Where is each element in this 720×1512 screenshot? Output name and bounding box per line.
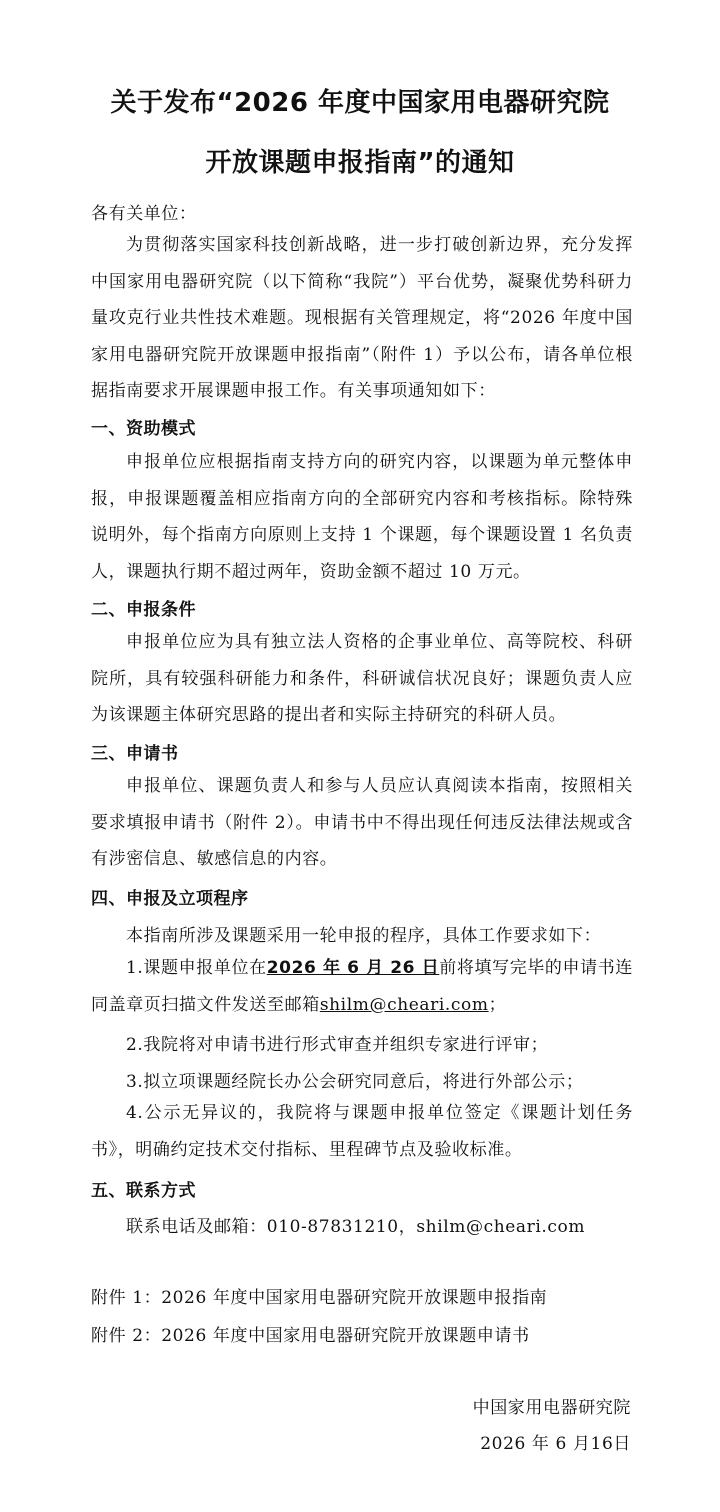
section-2-body: 申报单位应为具有独立法人资格的企事业单位、高等院校、科研院所，具有较强科研能力和条件，科研诚信状况良好；课题负责人应为该课题主体研究思路的提出者和实际主持研究的科研人员。 xyxy=(91,632,633,725)
procedure-item-3: 3.拟立项课题经院长办公会研究同意后，将进行外部公示； xyxy=(126,1072,584,1092)
signature-organization: 中国家用电器研究院 xyxy=(472,1398,631,1418)
procedure-item-2: 2.我院将对申请书进行形式审查并组织专家进行评审； xyxy=(126,1035,549,1055)
submission-email-link[interactable]: shilm@cheari.com xyxy=(319,994,489,1015)
section-1-heading: 一、资助模式 xyxy=(91,419,196,439)
intro-paragraph: 为贯彻落实国家科技创新战略，进一步打破创新边界，充分发挥中国家用电器研究院（以下简称“我院”）平台优势，凝聚优势科研力量攻克行业共性技术难题。现根据有关管理规定，将“2026 年度中国家用电器研究院开放课题申报指南”（附件 1）予以公布，请各单位根据指南要求开展课题申报工作。有关事项通知如下： xyxy=(91,235,633,401)
section-2-heading: 二、申报条件 xyxy=(91,600,196,620)
section-5-heading: 五、联系方式 xyxy=(91,1181,196,1201)
item-1-middle: 前将填写完毕的申请书连同盖章页扫描文件发送至邮箱 xyxy=(91,958,633,1015)
section-4-intro: 本指南所涉及课题采用一轮申报的程序，具体工作要求如下： xyxy=(126,926,602,946)
deadline-date: 2026 年 6 月 26 日 xyxy=(266,958,440,978)
salutation: 各有关单位： xyxy=(91,204,197,224)
document-title-line-2: 开放课题申报指南”的通知 xyxy=(205,148,515,178)
section-3-body: 申报单位、课题负责人和参与人员应认真阅读本指南，按照相关要求填报申请书（附件 2）。申请书中不得出现任何违反法律法规或含有涉密信息、敏感信息的内容。 xyxy=(91,776,633,869)
section-3-heading: 三、申请书 xyxy=(91,744,179,764)
item-1-prefix: 1.课题申报单位在 xyxy=(126,958,267,978)
document-title-line-1: 关于发布“2026 年度中国家用电器研究院 xyxy=(110,88,610,118)
signature-date: 2026 年 6 月16日 xyxy=(480,1434,631,1454)
procedure-item-4: 4.公示无异议的，我院将与课题申报单位签定《课题计划任务书》，明确约定技术交付指标、里程碑节点及验收标准。 xyxy=(91,1103,633,1160)
item-1-end: ； xyxy=(488,994,507,1015)
attachment-1: 附件 1：2026 年度中国家用电器研究院开放课题申报指南 xyxy=(91,1288,548,1308)
procedure-item-1 xyxy=(91,950,633,1023)
section-1-body: 申报单位应根据指南支持方向的研究内容，以课题为单元整体申报，申报课题覆盖相应指南方向的全部研究内容和考核指标。除特殊说明外，每个指南方向原则上支持 1 个课题，每个课题设置 1 名负责人，课题执行期不超过两年，资助金额不超过 10 万元。 xyxy=(91,452,633,582)
attachment-2: 附件 2：2026 年度中国家用电器研究院开放课题申请书 xyxy=(91,1326,530,1346)
section-4-heading: 四、申报及立项程序 xyxy=(91,889,249,909)
contact-info: 联系电话及邮箱：010-87831210，shilm@cheari.com xyxy=(126,1217,586,1237)
